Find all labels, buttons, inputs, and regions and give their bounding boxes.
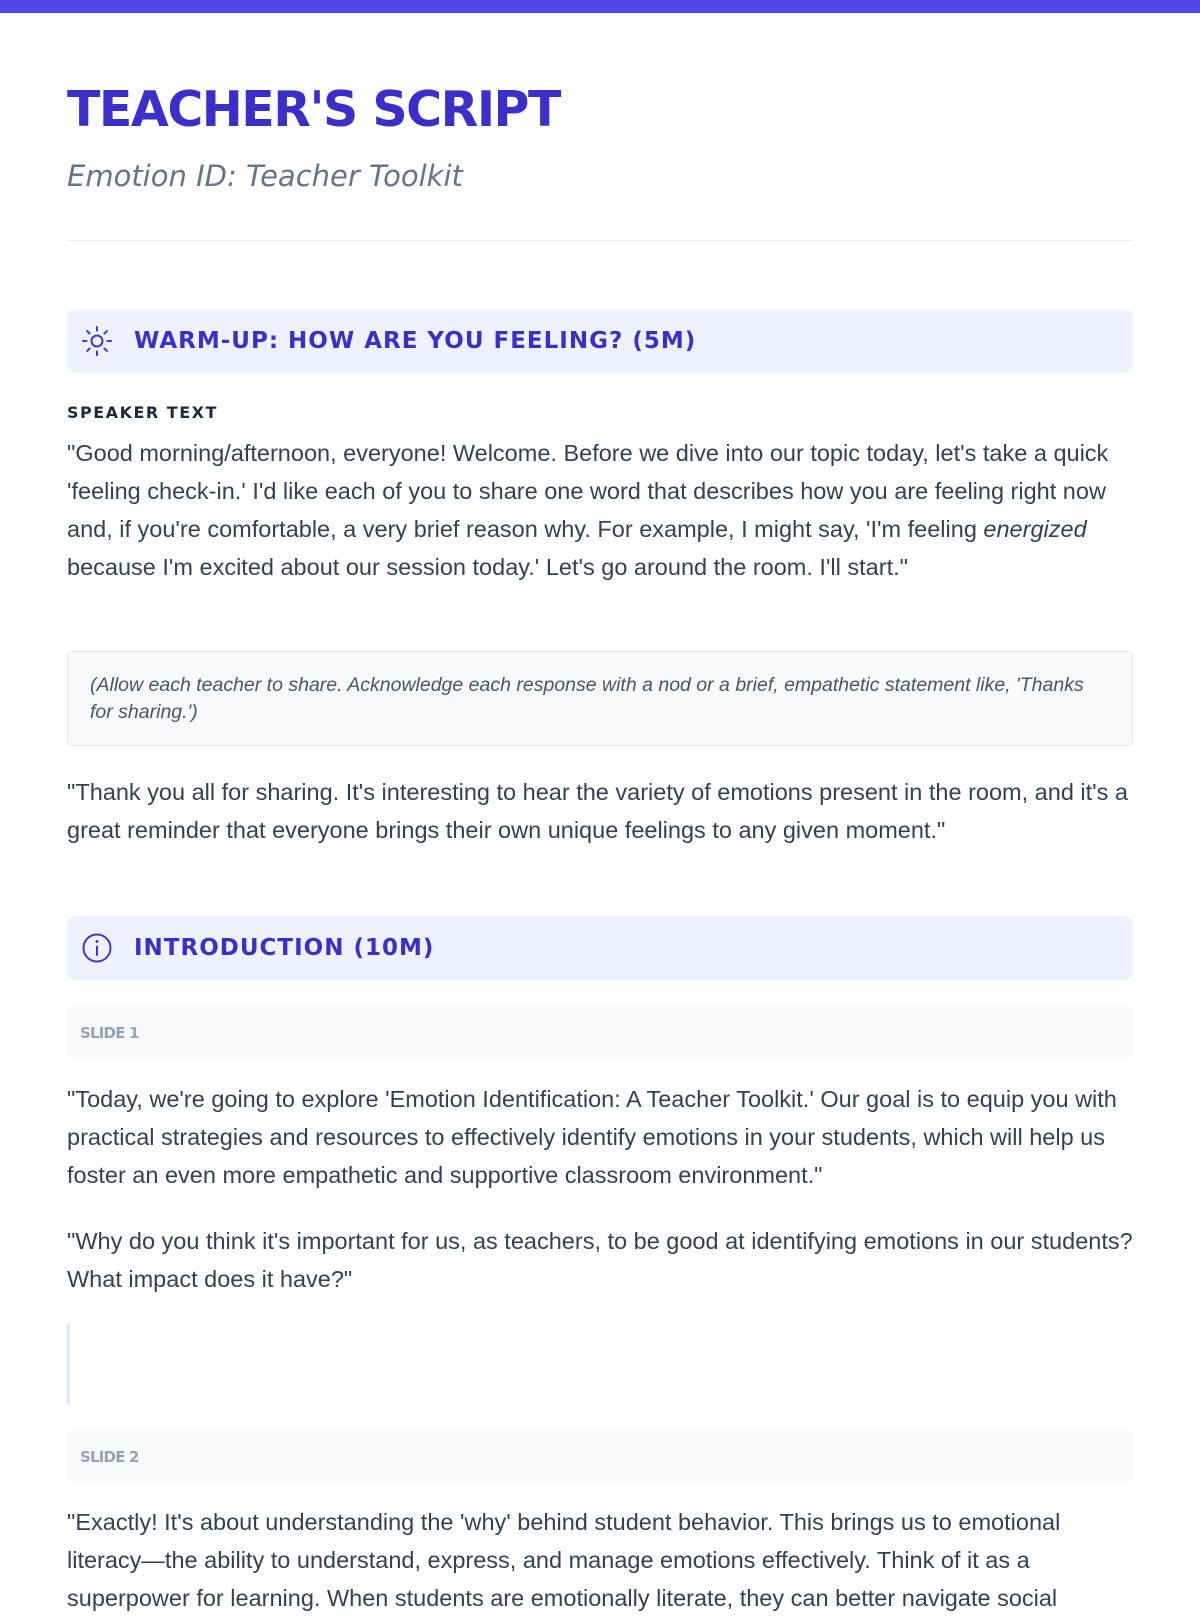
section-title: WARM-UP: HOW ARE YOU FEELING? (5M) bbox=[134, 328, 697, 354]
speaker-paragraph: "Today, we're going to explore 'Emotion Identification: A Teacher Toolkit.' Our goal is to equip you with practical strategies and resources to effectively identify emotions in your students, which will help us foster an even more empathetic and supportive classroom environment." bbox=[67, 1086, 1117, 1188]
header-divider bbox=[67, 240, 1133, 241]
page-subtitle: Emotion ID: Teacher Toolkit bbox=[67, 159, 463, 193]
section-header-introduction bbox=[67, 916, 1133, 980]
speaker-text: because I'm excited about our session today.' Let's go around the room. I'll start." bbox=[67, 554, 908, 580]
section-title: INTRODUCTION (10M) bbox=[134, 935, 435, 961]
speaker-paragraph: "Exactly! It's about understanding the 'why' behind student behavior. This brings us to emotional literacy—the ability to understand, express, and manage emotions effectively. Think of it as a superpower for learning. When students are emotionally literate, they can better navigate social bbox=[67, 1509, 1061, 1611]
speaker-paragraph bbox=[67, 434, 1133, 586]
speaker-paragraph: "Thank you all for sharing. It's interesting to hear the variety of emotions present in the room, and it's a great reminder that everyone brings their own unique feelings to any given moment." bbox=[67, 779, 1128, 843]
emphasized-word: energized bbox=[983, 516, 1087, 542]
slide-label: SLIDE 1 bbox=[80, 1024, 139, 1042]
speaker-text: "Good morning/afternoon, everyone! Welcome. Before we dive into our topic today, let's take a quick 'feeling check-in.' I'd like each of you to share one word that describes how you are feeling right now and, if you're comfortable, a very brief reason why. For example, I might say, 'I'm feeling bbox=[67, 440, 1109, 542]
facilitator-note-text: (Allow each teacher to share. Acknowledge each response with a nod or a brief, empathetic statement like, 'Thanks for sharing.') bbox=[90, 674, 1084, 723]
page-title: TEACHER'S SCRIPT bbox=[67, 81, 560, 138]
slide-marker bbox=[67, 1431, 1133, 1483]
response-placeholder bbox=[67, 1324, 70, 1404]
speaker-text-label: SPEAKER TEXT bbox=[67, 403, 218, 422]
info-icon bbox=[80, 931, 114, 965]
sun-icon bbox=[80, 324, 114, 358]
facilitator-note bbox=[67, 651, 1133, 746]
top-accent-bar bbox=[0, 0, 1200, 13]
section-header-warm-up bbox=[67, 309, 1133, 373]
speaker-paragraph: "Why do you think it's important for us, as teachers, to be good at identifying emotions in our students? What impact does it have?" bbox=[67, 1228, 1133, 1292]
slide-marker bbox=[67, 1007, 1133, 1059]
slide-label: SLIDE 2 bbox=[80, 1448, 139, 1466]
